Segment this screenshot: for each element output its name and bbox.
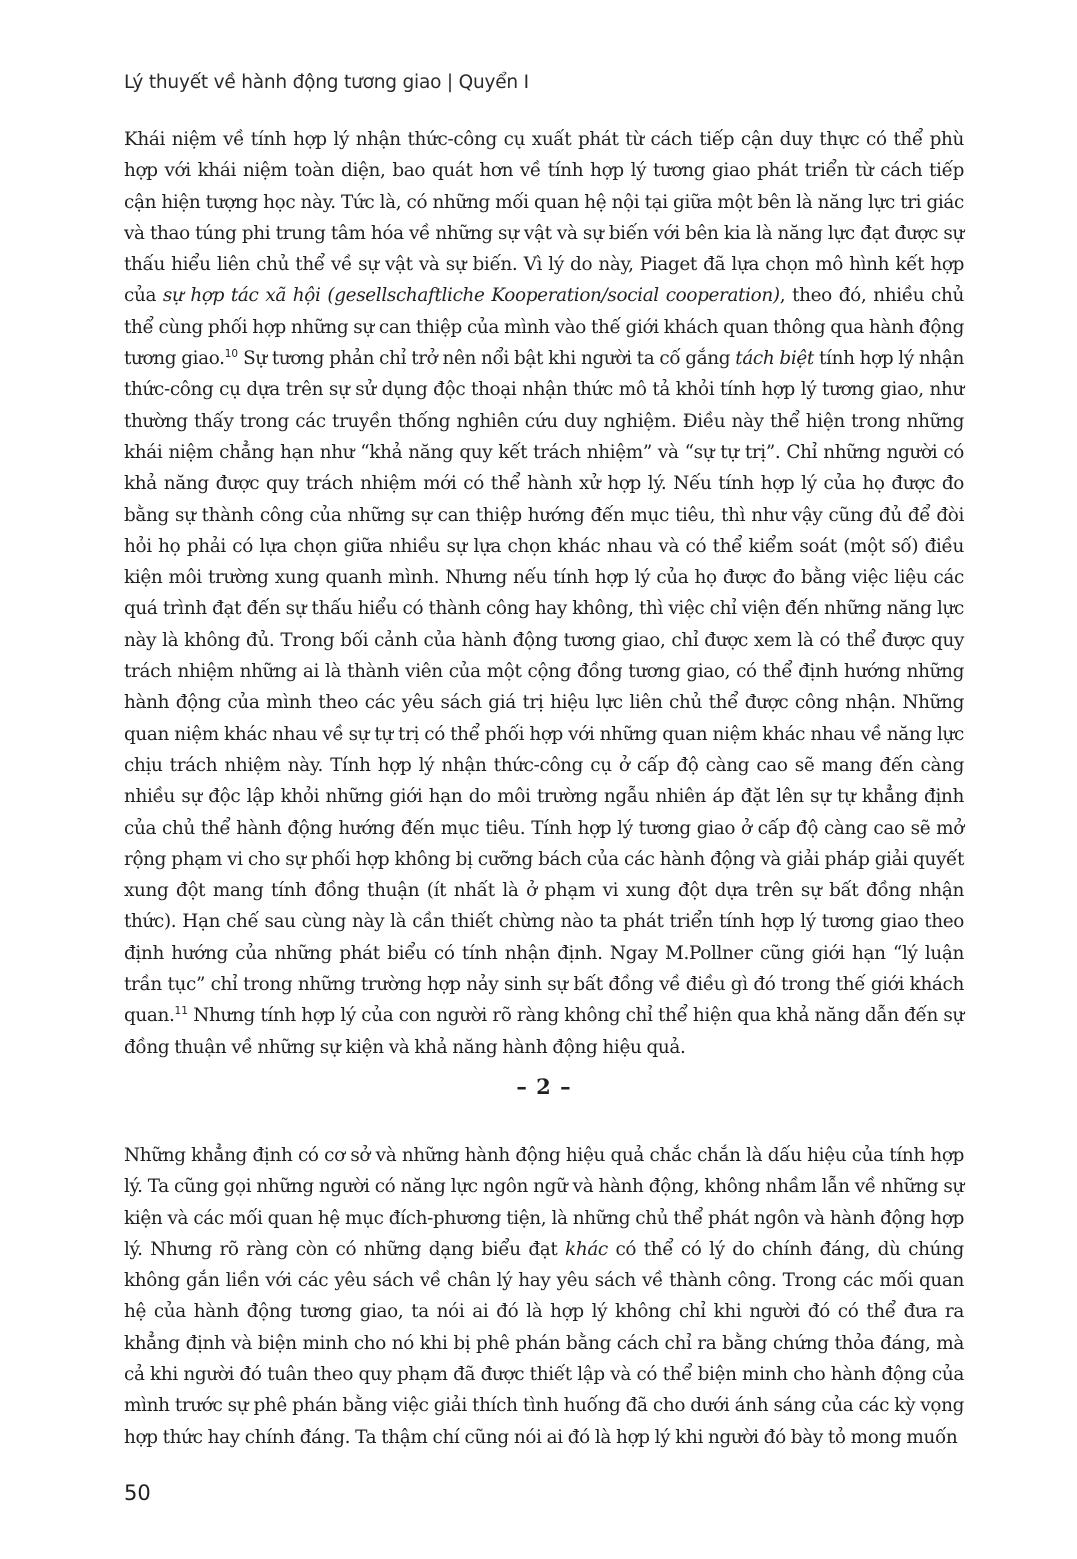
italic-term: tách biệt <box>735 348 814 370</box>
paragraph-text: Khái niệm về tính hợp lý nhận thức-công cụ xuất phát từ cách tiếp cận duy thực có thể phù hợp với khái niệm toàn diện, bao quát hơn về tính hợp lý tương giao phát triển từ cách tiếp cận hiện tượng học này. Tức là, có những mối quan hệ nội tại giữa một bên là năng lực tri giác và thao túng phi trung tâm hóa về những sự vật và sự biến với bên kia là năng lực đạt được sự thấu hiểu liên chủ thể về sự vật và sự biến. Vì lý do này, Piaget đã lựa chọn mô hình kết hợp của <box>124 129 964 307</box>
page-number: 50 <box>124 1481 151 1505</box>
running-header-title: Lý thuyết về hành động tương giao | Quyển I <box>124 72 529 93</box>
italic-term: sự hợp tác xã hội (gesellschaftliche Kooperation/social cooperation) <box>162 285 780 307</box>
body-paragraph <box>124 124 964 1063</box>
footnote-marker[interactable]: 11 <box>174 1005 188 1018</box>
paragraph-text: Sự tương phản chỉ trở nên nổi bật khi người ta cố gắng <box>238 348 736 370</box>
footnote-marker[interactable]: 10 <box>224 348 239 361</box>
paragraph-text: Những khẳng định có cơ sở và những hành động hiệu quả chắc chắn là dấu hiệu của tính hợp lý. Ta cũng gọi những người có năng lực ngôn ngữ và hành động, không nhầm lẫn về những sự kiện và các mối quan hệ mục đích-phương tiện, là những chủ thể phát ngôn và hành động hợp lý. Nhưng rõ ràng còn có những dạng biểu đạt <box>124 1145 964 1260</box>
paragraph-text: tính hợp lý nhận thức-công cụ dựa trên sự sử dụng độc thoại nhận thức mô tả khỏi tính hợp lý tương giao, như thường thấy trong các truyền thống nghiên cứu duy nghiệm. Điều này thể hiện trong những khái niệm chẳng hạn như “khả năng quy kết trách nhiệm” và “sự tự trị”. Chỉ những người có khả năng được quy trách nhiệm mới có thể hành xử hợp lý. Nếu tính hợp lý của họ được đo bằng sự thành công của những sự can thiệp hướng đến mục tiêu, thì như vậy cũng đủ để đòi hỏi họ phải có lựa chọn giữa nhiều sự lựa chọn khác nhau và có thể kiểm soát (một số) điều kiện môi trường xung quanh mình. Nhưng nếu tính hợp lý của họ được đo bằng việc liệu các quá trình đạt đến sự thấu hiểu có thành công hay không, thì việc chỉ viện đến những năng lực này là không đủ. Trong bối cảnh của hành động tương giao, chỉ được xem là có thể được quy trách nhiệm những ai là thành viên của một cộng đồng tương giao, có thể định hướng những hành động của mình theo các yêu sách giá trị hiệu lực liên chủ thể được công nhận. Những quan niệm khác nhau về sự tự trị có thể phối hợp với những quan niệm khác nhau về năng lực chịu trách nhiệm này. Tính hợp lý nhận thức-công cụ ở cấp độ càng cao sẽ mang đến càng nhiều sự độc lập khỏi những giới hạn do môi trường ngẫu nhiên áp đặt lên sự tự khẳng định của chủ thể hành động hướng đến mục tiêu. Tính hợp lý tương giao ở cấp độ càng cao sẽ mở rộng phạm vi cho sự phối hợp không bị cưỡng bách của các hành động và giải pháp giải quyết xung đột mang tính đồng thuận (ít nhất là ở phạm vi xung đột dựa trên sự bất đồng nhận thức). Hạn chế sau cùng này là cần thiết chừng nào ta phát triển tính hợp lý tương giao theo định hướng của những phát biểu có tính nhận định. Ngay M.Pollner cũng giới hạn “lý luận trần tục” chỉ trong những trường hợp nảy sinh sự bất đồng về điều gì đó trong thế giới khách quan. <box>124 348 964 1027</box>
paragraph-text: , theo đó, nhiều chủ thể cùng phối hợp những sự can thiệp của mình vào thế giới khách quan thông qua hành động tương giao. <box>124 285 964 370</box>
italic-term: khác <box>565 1238 608 1260</box>
paragraph-text: Nhưng tính hợp lý của con người rõ ràng không chỉ thể hiện qua khả năng dẫn đến sự đồng thuận về những sự kiện và khả năng hành động hiệu quả. <box>124 1005 964 1058</box>
section-number-heading: – 2 – <box>516 1074 572 1099</box>
paragraph-text: có thể có lý do chính đáng, dù chúng không gắn liền với các yêu sách về chân lý hay yêu sách về thành công. Trong các mối quan hệ của hành động tương giao, ta nói ai đó là hợp lý không chỉ khi người đó có thể đưa ra khẳng định và biện minh cho nó khi bị phê phán bằng cách chỉ ra bằng chứng thỏa đáng, mà cả khi người đó tuân theo quy phạm đã được thiết lập và có thể biện minh cho hành động của mình trước sự phê phán bằng việc giải thích tình huống đã cho dưới ánh sáng của các kỳ vọng hợp thức hay chính đáng. Ta thậm chí cũng nói ai đó là hợp lý khi người đó bày tỏ mong muốn <box>124 1238 964 1448</box>
body-paragraph <box>124 1140 964 1453</box>
